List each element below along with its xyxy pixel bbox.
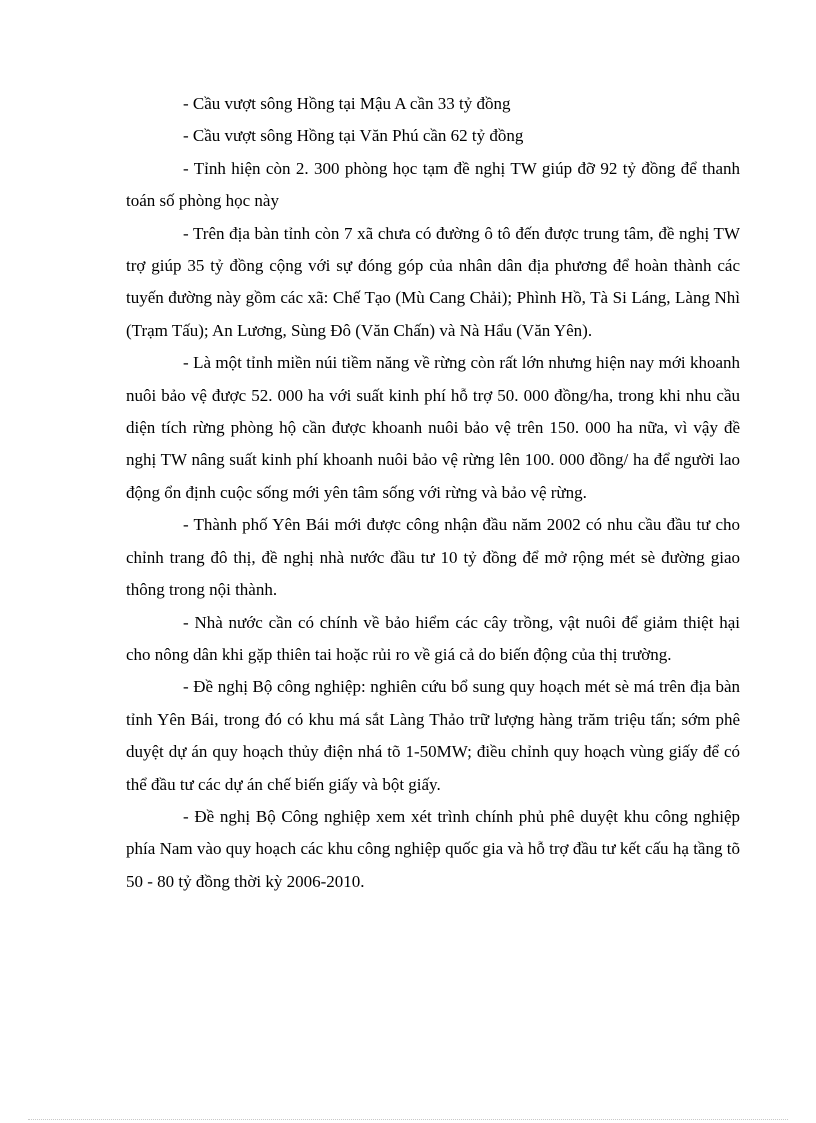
page-bottom-divider <box>28 1119 788 1120</box>
paragraph-insurance: - Nhà nước cần có chính về bảo hiểm các cây trồng, vật nuôi để giảm thiệt hại cho nông dân khi gặp thiên tai hoặc rủi ro về giá cả do biến động của thị trường. <box>126 612 740 664</box>
paragraph-forest-protection: - Là một tỉnh miền núi tiềm năng về rừng còn rất lớn nhưng hiện nay mới khoanh nuôi bảo vệ được 52. 000 ha với suất kinh phí hỗ trợ 50. 000 đồng/ha, trong khi nhu cầu diện tích rừng phòng hộ cần được khoanh nuôi bảo vệ trên 150. 000 ha nữa, vì vậy đề nghị TW nâng suất kinh phí khoanh nuôi bảo vệ rừng lên 100. 000 đồng/ ha để người lao động ổn định cuộc sống mới yên tâm sống với rừng và bảo vệ rừng. <box>126 353 740 502</box>
paragraph-roads: - Trên địa bàn tỉnh còn 7 xã chưa có đường ô tô đến được trung tâm, đề nghị TW trợ giúp 35 tỷ đồng cộng với sự đóng góp của nhân dân địa phương để hoàn thành các tuyến đường này gồm các xã: Chế Tạo (Mù Cang Chải); Phình Hồ, Tà Si Láng, Làng Nhì (Trạm Tấu); An Lương, Sùng Đô (Văn Chấn) và Nà Hẩu (Văn Yên). <box>126 223 740 340</box>
paragraph-yen-bai-city: - Thành phố Yên Bái mới được công nhận đầu năm 2002 có nhu cầu đầu tư cho chỉnh trang đô thị, đề nghị nhà nước đầu tư 10 tỷ đồng để mở rộng mét sè đường giao thông trong nội thành. <box>126 515 740 600</box>
paragraph-industrial-zone: - Đề nghị Bộ Công nghiệp xem xét trình chính phủ phê duyệt khu công nghiệp phía Nam vào quy hoạch các khu công nghiệp quốc gia và hỗ trợ đầu tư kết cấu hạ tầng tõ 50 - 80 tỷ đồng thời kỳ 2006-2010. <box>126 806 740 891</box>
paragraph-classrooms: - Tỉnh hiện còn 2. 300 phòng học tạm đề nghị TW giúp đỡ 92 tỷ đồng để thanh toán số phòng học này <box>126 158 740 211</box>
paragraph-bridge-van-phu: - Cầu vượt sông Hồng tại Văn Phú cần 62 tỷ đồng <box>183 126 524 146</box>
paragraph-bridge-mau-a: - Cầu vượt sông Hồng tại Mậu A cần 33 tỷ đồng <box>183 94 511 113</box>
document-body <box>126 88 740 898</box>
paragraph-ministry-industry-planning: - Đề nghị Bộ công nghiệp: nghiên cứu bổ sung quy hoạch mét sè má trên địa bàn tỉnh Yên Bái, trong đó có khu má sắt Làng Thảo trữ lượng hàng trăm triệu tấn; sớm phê duyệt dự án quy hoạch thủy điện nhá tõ 1-50MW; điều chỉnh quy hoạch vùng giấy để có thể đầu tư các dự án chế biến giấy và bột giấy. <box>126 677 740 794</box>
